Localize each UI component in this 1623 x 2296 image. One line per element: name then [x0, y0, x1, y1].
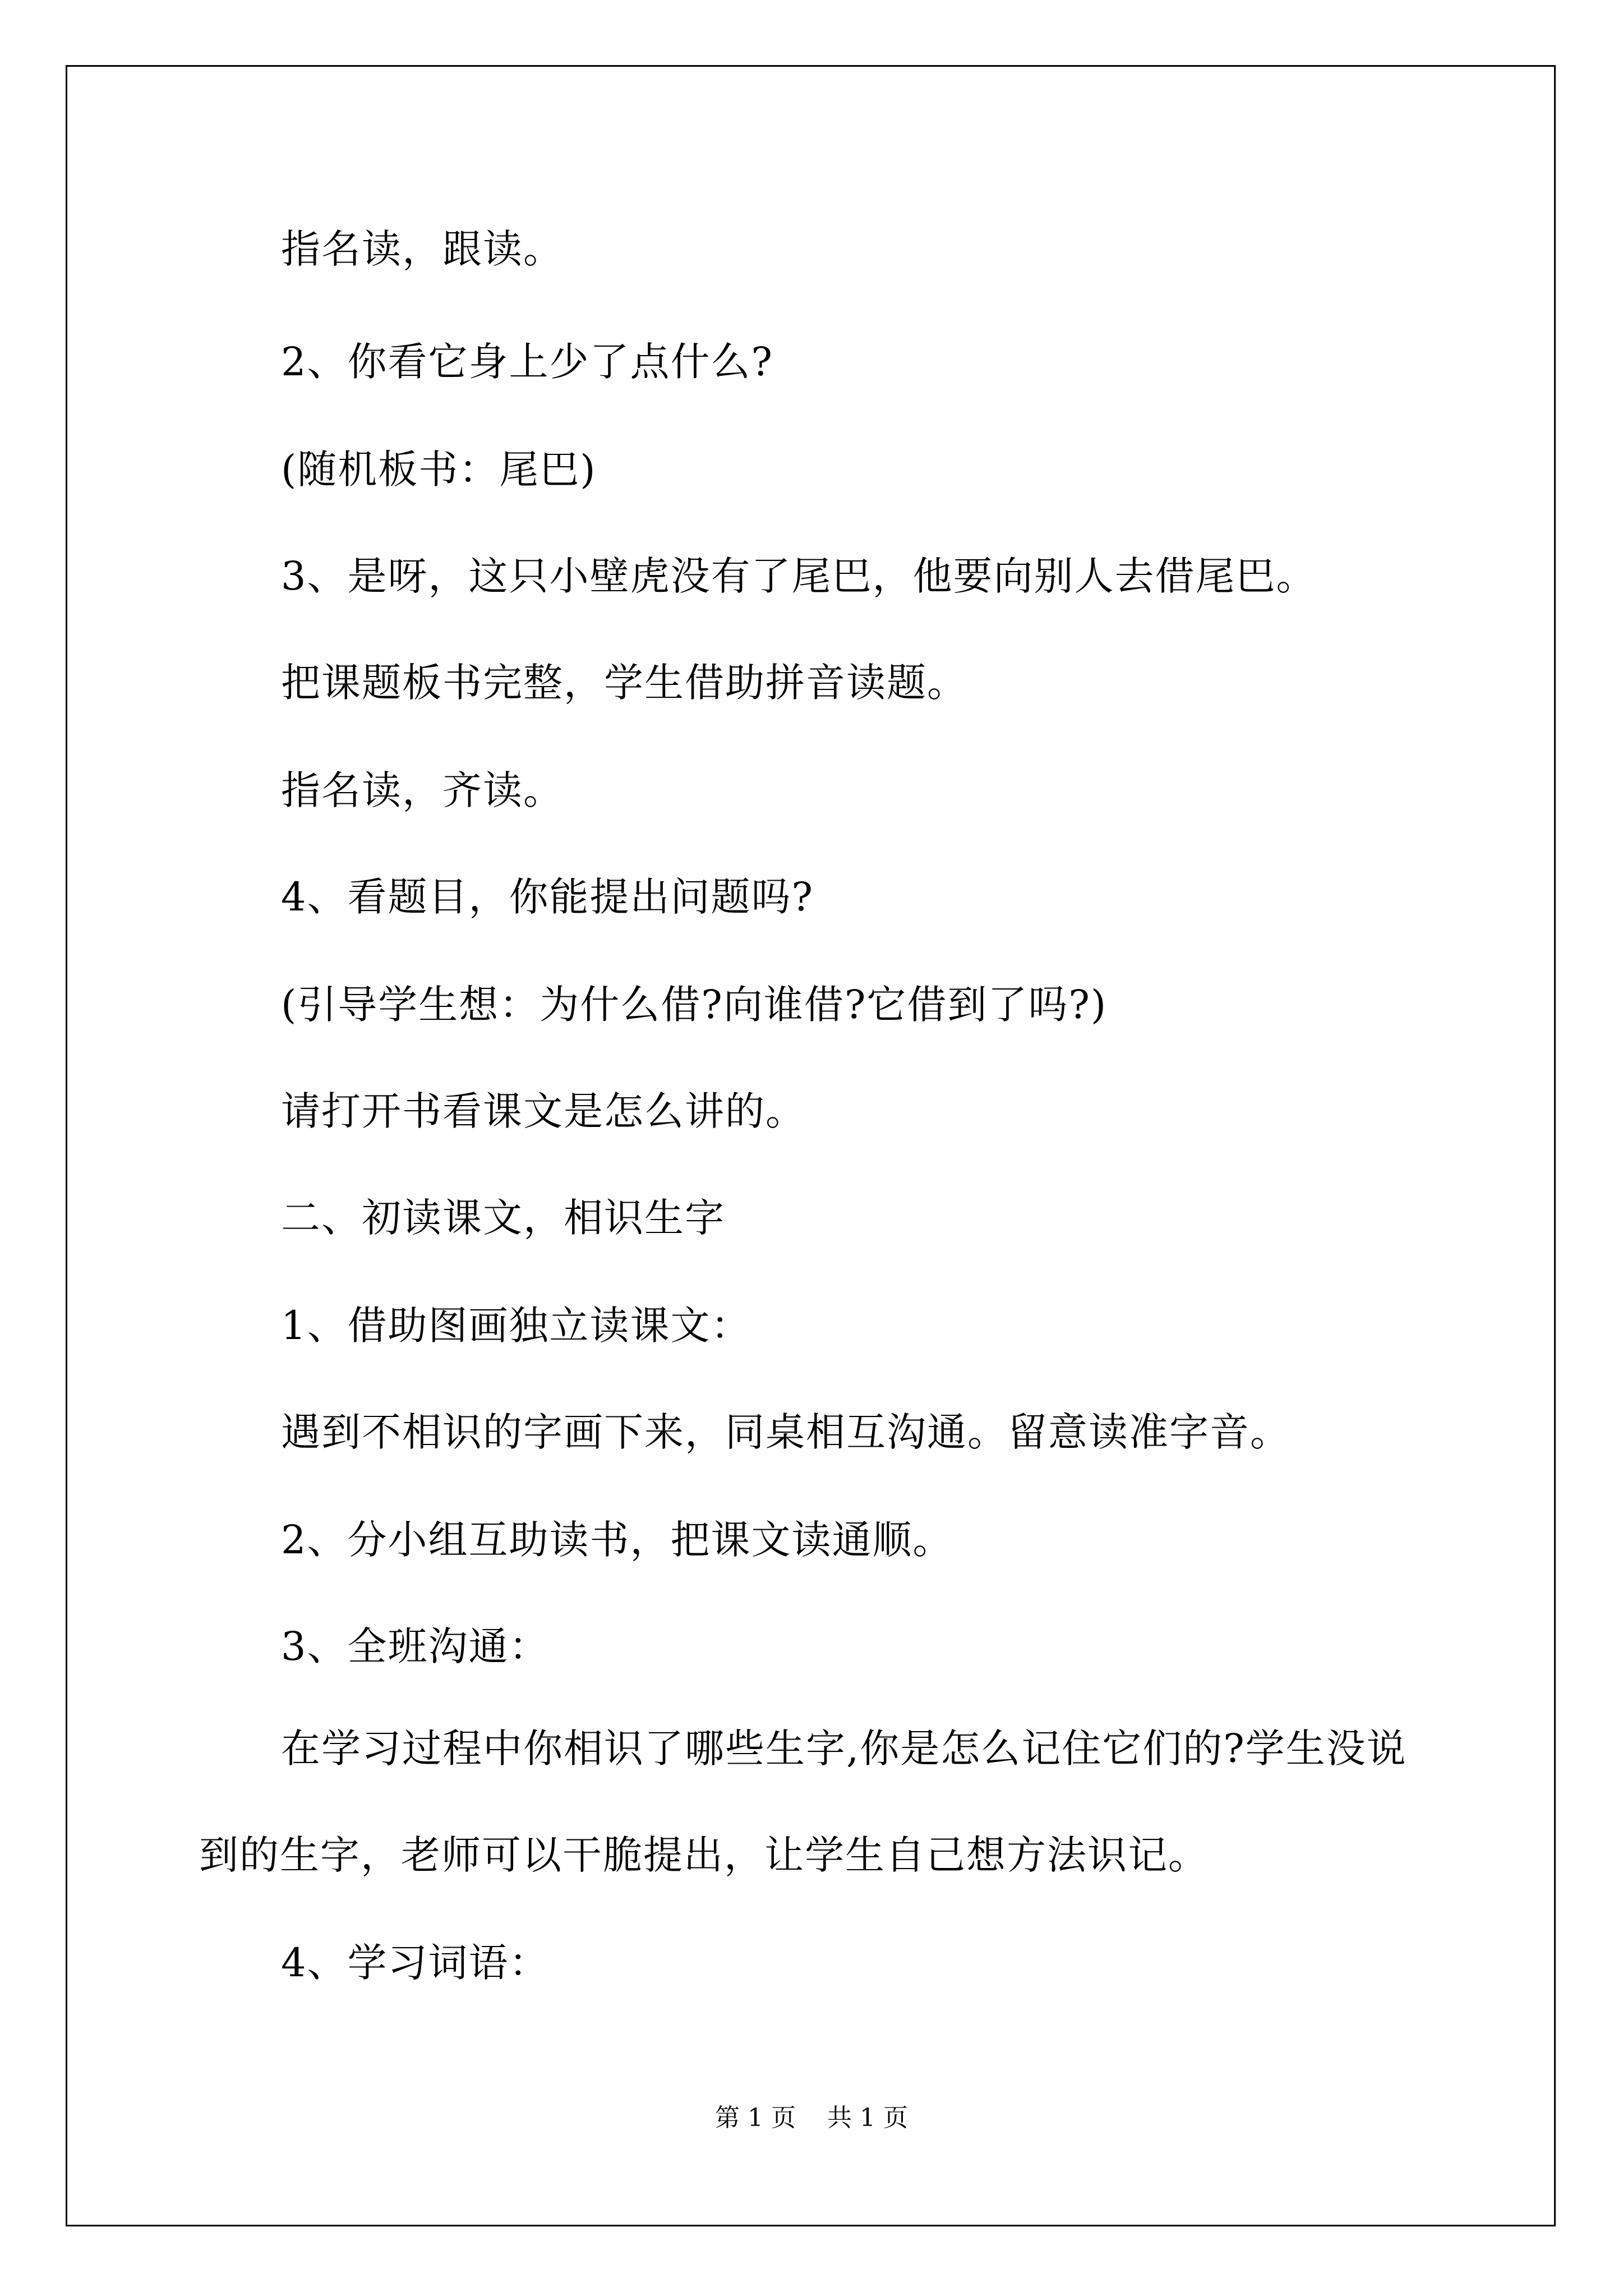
paragraph: 遇到不相识的字画下来，同桌相互沟通。留意读准字音。: [281, 1409, 1290, 1455]
paragraph: 指名读，齐读。: [281, 767, 564, 813]
paragraph: 4、学习词语：: [281, 1940, 550, 1986]
paragraph: 把课题板书完整，学生借助拼音读题。: [281, 660, 967, 706]
section-heading: 二、初读课文，相识生字: [281, 1195, 725, 1241]
paragraph: 3、全班沟通：: [281, 1623, 550, 1669]
paragraph: 2、分小组互助读书，把课文读通顺。: [281, 1517, 953, 1563]
paragraph: 请打开书看课文是怎么讲的。: [281, 1088, 806, 1134]
paragraph: (随机板书：尾巴): [281, 447, 597, 493]
paragraph: 1、借助图画独立读课文：: [281, 1303, 751, 1349]
page-number-footer: 第 1 页 共 1 页: [715, 2104, 908, 2132]
paragraph: (引导学生想：为什么借?向谁借?它借到了吗?): [281, 982, 1108, 1028]
paragraph-continuation: 到的生字，老师可以干脆提出，让学生自己想方法识记。: [199, 1832, 1209, 1878]
paragraph: 3、是呀，这只小壁虎没有了尾巴，他要向别人去借尾巴。: [281, 553, 1317, 599]
paragraph: 在学习过程中你相识了哪些生字,你是怎么记住它们的?学生没说: [281, 1726, 1407, 1772]
paragraph: 指名读，跟读。: [281, 226, 564, 272]
paragraph: 4、看题目，你能提出问题吗?: [281, 874, 814, 920]
paragraph: 2、你看它身上少了点什么?: [281, 339, 774, 385]
